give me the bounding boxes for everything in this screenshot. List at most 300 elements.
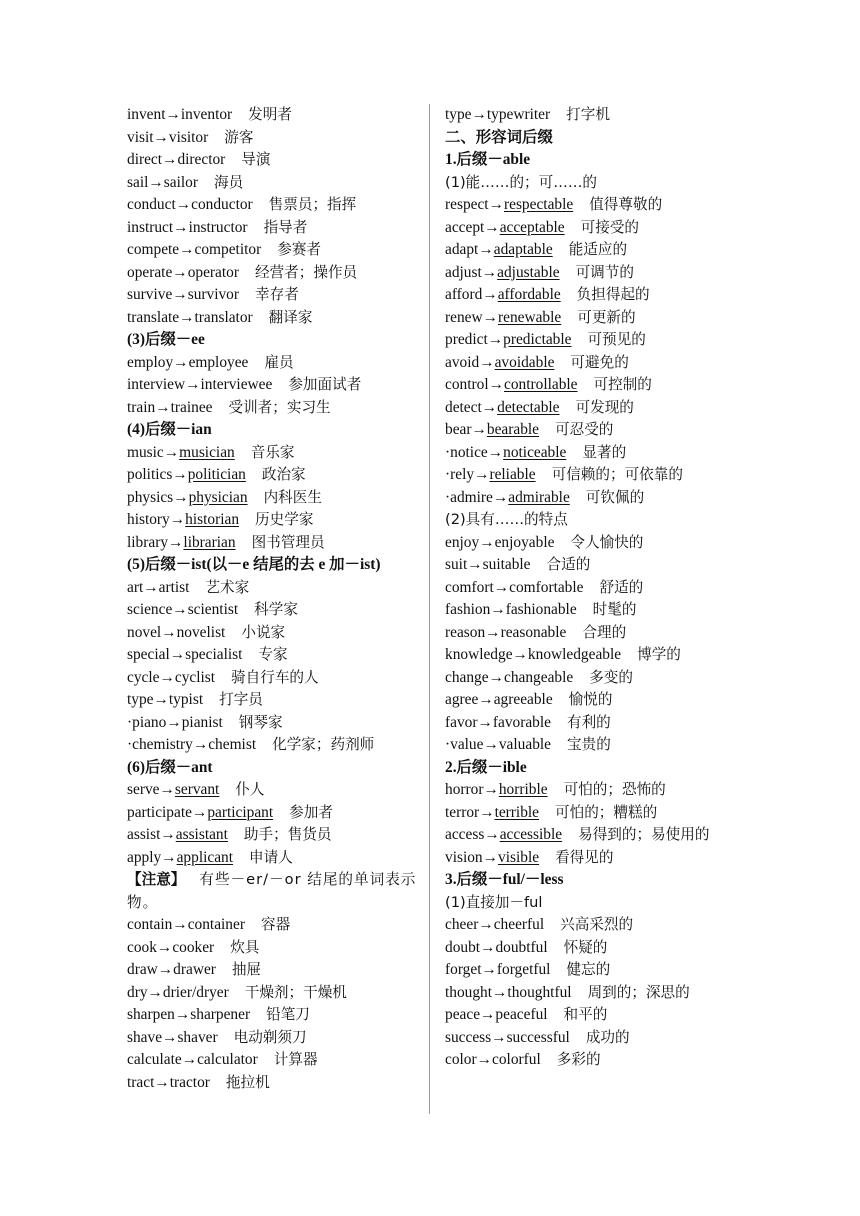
base-word: change — [445, 668, 489, 686]
vocab-entry — [445, 599, 737, 622]
arrow-icon: → — [159, 668, 175, 686]
derived-word: terrible — [494, 803, 540, 821]
derived-word: servant — [174, 781, 220, 798]
vocab-entry — [127, 1072, 419, 1095]
derived-word: historian — [185, 511, 240, 528]
vocab-entry — [445, 1004, 737, 1027]
derived-word: musician — [179, 443, 235, 461]
base-word: suit — [445, 556, 468, 573]
vocab-entry — [127, 374, 419, 397]
arrow-icon: → — [172, 601, 188, 618]
heading-text: (3)后缀－ee — [127, 331, 205, 348]
base-word: operate — [127, 263, 173, 281]
chinese-meaning: 宝贵的 — [567, 736, 611, 753]
derived-word: employee — [188, 353, 249, 371]
vocab-entry — [127, 397, 419, 420]
arrow-icon: → — [179, 308, 195, 326]
vocab-entry — [127, 622, 419, 645]
vocab-entry — [445, 239, 737, 262]
vocab-entry — [445, 1049, 737, 1072]
note — [127, 869, 419, 914]
derived-word: calculator — [197, 1051, 258, 1068]
vocab-entry — [445, 982, 737, 1005]
derived-word: cheerful — [493, 916, 545, 933]
derived-word: instructor — [188, 218, 248, 236]
vocab-entry — [445, 397, 737, 420]
derived-word: noticeable — [503, 443, 567, 461]
vocab-entry — [445, 622, 737, 645]
derived-word: interviewee — [200, 376, 273, 393]
vocab-entry — [127, 802, 419, 825]
arrow-icon: → — [172, 916, 188, 933]
vocab-entry — [127, 937, 419, 960]
chinese-meaning: 铅笔刀 — [266, 1006, 310, 1023]
arrow-icon: → — [478, 241, 494, 258]
arrow-icon: → — [191, 803, 208, 821]
arrow-icon: → — [474, 466, 490, 483]
base-word: conduct — [127, 196, 176, 213]
base-word: success — [445, 1028, 492, 1046]
chinese-meaning: 容器 — [260, 916, 291, 933]
chinese-meaning: 计算器 — [273, 1051, 318, 1068]
derived-word: admirable — [508, 488, 570, 506]
derived-word: reliable — [489, 466, 536, 483]
chinese-meaning: 科学家 — [254, 601, 298, 618]
heading-text: (4)后缀－ian — [127, 421, 212, 438]
arrow-icon: → — [512, 646, 528, 663]
chinese-meaning: 可信赖的；可依靠的 — [551, 466, 683, 483]
chinese-meaning: 海员 — [213, 173, 244, 191]
derived-word: specialist — [185, 646, 243, 663]
base-word: assist — [127, 826, 161, 843]
left-column — [127, 104, 419, 1094]
chinese-meaning: 可预见的 — [587, 331, 646, 348]
derived-word: sailor — [163, 173, 198, 191]
arrow-icon: → — [159, 781, 175, 798]
base-word: novel — [127, 623, 162, 641]
derived-word: participant — [207, 803, 274, 821]
arrow-icon: → — [481, 263, 498, 281]
arrow-icon: → — [478, 916, 494, 933]
vocab-entry — [445, 329, 737, 352]
base-word: direct — [127, 151, 163, 168]
base-word: type — [127, 691, 154, 708]
arrow-icon: → — [488, 196, 504, 213]
derived-word: agreeable — [493, 691, 553, 708]
arrow-icon: → — [483, 736, 499, 753]
base-word: tract — [127, 1073, 155, 1091]
chinese-meaning: 受训者；实习生 — [228, 398, 331, 416]
section-heading — [445, 869, 737, 892]
arrow-icon: → — [179, 241, 195, 258]
arrow-icon: → — [471, 421, 487, 438]
vocab-entry — [127, 532, 419, 555]
arrow-icon: → — [185, 376, 201, 393]
vocab-entry — [127, 577, 419, 600]
derived-word: fashionable — [505, 601, 577, 618]
chinese-meaning: 看得见的 — [555, 848, 614, 866]
arrow-icon: → — [143, 578, 159, 596]
derived-word: favorable — [492, 713, 551, 731]
vocab-entry — [127, 689, 419, 712]
vocab-entry — [445, 667, 737, 690]
derived-word: competitor — [194, 241, 262, 258]
arrow-icon: → — [467, 556, 483, 573]
arrow-icon: → — [478, 691, 494, 708]
vocab-entry — [127, 172, 419, 195]
arrow-icon: → — [481, 398, 498, 416]
arrow-icon: → — [155, 398, 171, 416]
base-word: history — [127, 511, 170, 528]
arrow-icon: → — [166, 713, 182, 731]
chinese-meaning: 能适应的 — [568, 241, 628, 258]
derived-word: cooker — [172, 938, 215, 956]
base-word: compete — [127, 241, 180, 258]
derived-word: director — [177, 151, 226, 168]
vocab-entry — [127, 1049, 419, 1072]
base-word: thought — [445, 983, 493, 1001]
arrow-icon: → — [160, 826, 176, 843]
base-word: draw — [127, 961, 158, 978]
sub-heading — [445, 172, 737, 195]
base-word: apply — [127, 848, 162, 866]
section-heading — [127, 554, 419, 577]
chinese-meaning: 可钦佩的 — [585, 488, 645, 506]
chinese-meaning: 和平的 — [563, 1006, 608, 1023]
chinese-meaning: 骑自行车的人 — [231, 668, 319, 686]
arrow-icon: → — [476, 1051, 493, 1068]
vocab-entry — [445, 352, 737, 375]
derived-word: conductor — [191, 196, 253, 213]
base-word: special — [127, 646, 170, 663]
vocab-entry — [127, 194, 419, 217]
arrow-icon: → — [485, 623, 501, 641]
derived-word: politician — [187, 466, 246, 483]
arrow-icon: → — [154, 1073, 170, 1091]
base-word: color — [445, 1051, 477, 1068]
vocab-entry — [127, 667, 419, 690]
heading-text: (5)后缀－ist(以－e 结尾的去 e 加－ist) — [127, 556, 381, 573]
arrow-icon: → — [483, 781, 499, 798]
base-word: favor — [445, 713, 478, 731]
section-heading — [445, 127, 737, 150]
right-column — [445, 104, 737, 1072]
derived-word: librarian — [183, 533, 236, 551]
derived-word: controllable — [504, 376, 578, 393]
base-word: access — [445, 826, 485, 843]
chinese-meaning: 负担得起的 — [576, 286, 650, 303]
arrow-icon: → — [168, 533, 184, 551]
arrow-icon: → — [172, 263, 188, 281]
chinese-meaning: 钢琴家 — [238, 713, 283, 731]
chinese-meaning: 合适的 — [546, 556, 591, 573]
sub-heading-text: (1)直接加－ful — [445, 893, 543, 911]
chinese-meaning: 多彩的 — [556, 1051, 601, 1068]
vocab-entry — [445, 847, 737, 870]
chinese-meaning: 合理的 — [582, 623, 627, 641]
base-word: train — [127, 398, 156, 416]
derived-word: suitable — [482, 556, 531, 573]
arrow-icon: → — [482, 848, 499, 866]
derived-word: thoughtful — [507, 983, 572, 1001]
base-word: sharpen — [127, 1006, 175, 1023]
derived-word: accessible — [499, 826, 563, 843]
base-word: cook — [127, 938, 157, 956]
arrow-icon: → — [482, 286, 498, 303]
derived-word: cyclist — [174, 668, 216, 686]
vocab-entry — [127, 487, 419, 510]
vocab-entry — [445, 464, 737, 487]
base-word: serve — [127, 781, 160, 798]
chinese-meaning: 值得尊敬的 — [589, 196, 663, 213]
base-word: forget — [445, 961, 482, 978]
heading-text: 3.后缀－ful/－less — [445, 871, 564, 888]
arrow-icon: → — [491, 1028, 507, 1046]
vocab-entry — [127, 149, 419, 172]
chinese-meaning: 参加面试者 — [288, 376, 362, 393]
vocab-entry — [445, 644, 737, 667]
chinese-meaning: 助手；售货员 — [243, 826, 332, 843]
chinese-meaning: 指导者 — [263, 218, 308, 236]
chinese-meaning: 兴高采烈的 — [560, 916, 634, 933]
arrow-icon: → — [147, 983, 163, 1001]
chinese-meaning: 愉悦的 — [568, 691, 613, 708]
base-word: fashion — [445, 601, 491, 618]
derived-word: shaver — [177, 1028, 218, 1046]
base-word: dry — [127, 983, 148, 1001]
base-word: ·chemistry — [127, 736, 193, 753]
derived-word: changeable — [503, 668, 574, 686]
chinese-meaning: 有利的 — [566, 713, 611, 731]
base-word: vision — [445, 848, 483, 866]
heading-text: (6)后缀－ant — [127, 758, 213, 776]
base-word: doubt — [445, 938, 481, 956]
vocab-entry — [445, 217, 737, 240]
chinese-meaning: 可忍受的 — [555, 421, 614, 438]
chinese-meaning: 历史学家 — [255, 511, 314, 528]
vocab-entry — [445, 734, 737, 757]
base-word: renew — [445, 308, 483, 326]
chinese-meaning: 干燥剂；干燥机 — [244, 983, 347, 1001]
vocab-entry — [127, 847, 419, 870]
chinese-meaning: 可怕的；恐怖的 — [563, 781, 666, 798]
vocab-entry — [445, 419, 737, 442]
derived-word: drier/dryer — [162, 983, 229, 1001]
derived-word: scientist — [187, 601, 239, 618]
base-word: ·notice — [445, 443, 488, 461]
derived-word: artist — [158, 578, 190, 596]
chinese-meaning: 专家 — [258, 646, 288, 663]
arrow-icon: → — [488, 376, 504, 393]
derived-word: visible — [498, 848, 540, 866]
arrow-icon: → — [175, 196, 192, 213]
arrow-icon: → — [173, 353, 189, 371]
derived-word: typewriter — [486, 106, 551, 123]
vocab-entry — [127, 734, 419, 757]
base-word: library — [127, 533, 169, 551]
arrow-icon: → — [173, 488, 189, 506]
chinese-meaning: 舒适的 — [599, 578, 644, 596]
chinese-meaning: 幸存者 — [255, 286, 299, 303]
chinese-meaning: 艺术家 — [205, 578, 250, 596]
vocab-entry — [445, 307, 737, 330]
base-word: knowledge — [445, 646, 513, 663]
arrow-icon: → — [173, 218, 189, 236]
vocab-entry — [127, 464, 419, 487]
arrow-icon: → — [153, 128, 169, 146]
vocab-entry — [127, 982, 419, 1005]
base-word: predict — [445, 331, 488, 348]
derived-word: adaptable — [493, 241, 553, 258]
vocab-entry — [127, 284, 419, 307]
vocab-entry — [127, 1027, 419, 1050]
chinese-meaning: 政治家 — [261, 466, 306, 483]
base-word: contain — [127, 916, 173, 933]
arrow-icon: → — [480, 938, 496, 956]
chinese-meaning: 内科医生 — [263, 488, 322, 506]
note-text: 有些－er/－or 结尾的单词表示物。 — [127, 871, 417, 911]
heading-text: 1.后缀－able — [445, 151, 531, 168]
derived-word: avoidable — [494, 353, 555, 371]
base-word: invent — [127, 106, 166, 123]
chinese-meaning: 翻译家 — [268, 308, 313, 326]
chinese-meaning: 音乐家 — [250, 443, 295, 461]
derived-word: sharpener — [190, 1006, 251, 1023]
vocab-entry — [445, 802, 737, 825]
arrow-icon: → — [484, 218, 500, 236]
derived-word: visitor — [168, 128, 209, 146]
chinese-meaning: 售票员；指挥 — [268, 196, 357, 213]
vocab-entry — [127, 442, 419, 465]
vocab-entry — [127, 599, 419, 622]
chinese-meaning: 可接受的 — [580, 218, 640, 236]
column-divider — [429, 104, 430, 1114]
derived-word: novelist — [176, 623, 226, 641]
vocab-entry — [127, 217, 419, 240]
derived-word: inventor — [180, 106, 233, 123]
arrow-icon: → — [162, 1028, 178, 1046]
base-word: employ — [127, 353, 174, 371]
derived-word: peaceful — [495, 1006, 548, 1023]
arrow-icon: → — [492, 983, 508, 1001]
chinese-meaning: 炊具 — [230, 938, 260, 956]
derived-word: applicant — [176, 848, 234, 866]
vocab-entry — [127, 712, 419, 735]
base-word: science — [127, 601, 173, 618]
chinese-meaning: 时髦的 — [592, 601, 637, 618]
arrow-icon: → — [156, 938, 173, 956]
base-word: ·piano — [127, 713, 167, 731]
vocab-entry — [445, 487, 737, 510]
arrow-icon: → — [181, 1051, 198, 1068]
base-word: comfort — [445, 578, 494, 596]
chinese-meaning: 博学的 — [637, 646, 681, 663]
chinese-meaning: 抽屉 — [231, 961, 262, 978]
chinese-meaning: 拖拉机 — [225, 1073, 270, 1091]
base-word: accept — [445, 218, 485, 236]
arrow-icon: → — [492, 488, 509, 506]
vocab-entry — [127, 824, 419, 847]
chinese-meaning: 导演 — [241, 151, 271, 168]
sub-heading — [445, 509, 737, 532]
chinese-meaning: 打字机 — [566, 106, 610, 123]
chinese-meaning: 可怕的；糟糕的 — [555, 803, 658, 821]
chinese-meaning: 打字员 — [219, 691, 263, 708]
base-word: adjust — [445, 263, 482, 281]
vocab-entry — [445, 194, 737, 217]
section-heading — [127, 329, 419, 352]
chinese-meaning: 可更新的 — [577, 308, 636, 326]
arrow-icon: → — [192, 736, 209, 753]
sub-heading-text: (1)能……的；可……的 — [445, 173, 598, 191]
arrow-icon: → — [161, 623, 177, 641]
chinese-meaning: 可调节的 — [575, 263, 634, 281]
heading-text: 2.后缀－ible — [445, 758, 527, 776]
base-word: music — [127, 443, 164, 461]
chinese-meaning: 参赛者 — [277, 241, 322, 258]
vocab-entry — [445, 577, 737, 600]
chinese-meaning: 游客 — [224, 128, 254, 146]
derived-word: doubtful — [495, 938, 548, 956]
base-word: agree — [445, 691, 479, 708]
chinese-meaning: 雇员 — [264, 353, 294, 371]
base-word: afford — [445, 286, 483, 303]
section-heading — [445, 149, 737, 172]
derived-word: successful — [506, 1028, 570, 1046]
arrow-icon: → — [482, 308, 498, 326]
base-word: cycle — [127, 668, 160, 686]
derived-word: affordable — [497, 286, 561, 303]
chinese-meaning: 可避免的 — [570, 353, 629, 371]
base-word: sail — [127, 173, 149, 191]
section-heading — [445, 757, 737, 780]
chinese-meaning: 电动剃须刀 — [233, 1028, 307, 1046]
base-word: horror — [445, 781, 484, 798]
base-word: survive — [127, 286, 173, 303]
chinese-meaning: 令人愉快的 — [570, 533, 644, 551]
vocab-entry — [445, 442, 737, 465]
arrow-icon: → — [487, 331, 504, 348]
derived-word: reasonable — [500, 623, 567, 641]
derived-word: trainee — [170, 398, 213, 416]
vocab-entry — [445, 937, 737, 960]
base-word: participate — [127, 803, 192, 821]
derived-word: survivor — [187, 286, 240, 303]
chinese-meaning: 图书管理员 — [251, 533, 325, 551]
derived-word: physician — [188, 488, 248, 506]
base-word: ·rely — [445, 466, 475, 483]
base-word: visit — [127, 128, 154, 146]
vocab-entry — [445, 712, 737, 735]
chinese-meaning: 成功的 — [585, 1028, 630, 1046]
arrow-icon: → — [490, 601, 506, 618]
arrow-icon: → — [153, 691, 169, 708]
vocab-entry — [445, 914, 737, 937]
vocab-entry — [127, 239, 419, 262]
arrow-icon: → — [480, 1006, 496, 1023]
base-word: art — [127, 578, 144, 596]
arrow-icon: → — [172, 286, 188, 303]
chinese-meaning: 参加者 — [289, 803, 333, 821]
base-word: enjoy — [445, 533, 480, 551]
vocab-entry — [445, 262, 737, 285]
base-word: ·value — [445, 736, 484, 753]
arrow-icon: → — [471, 106, 487, 123]
chinese-meaning: 仆人 — [235, 781, 265, 798]
vocab-entry — [127, 104, 419, 127]
chinese-meaning: 发明者 — [248, 106, 292, 123]
base-word: bear — [445, 421, 472, 438]
